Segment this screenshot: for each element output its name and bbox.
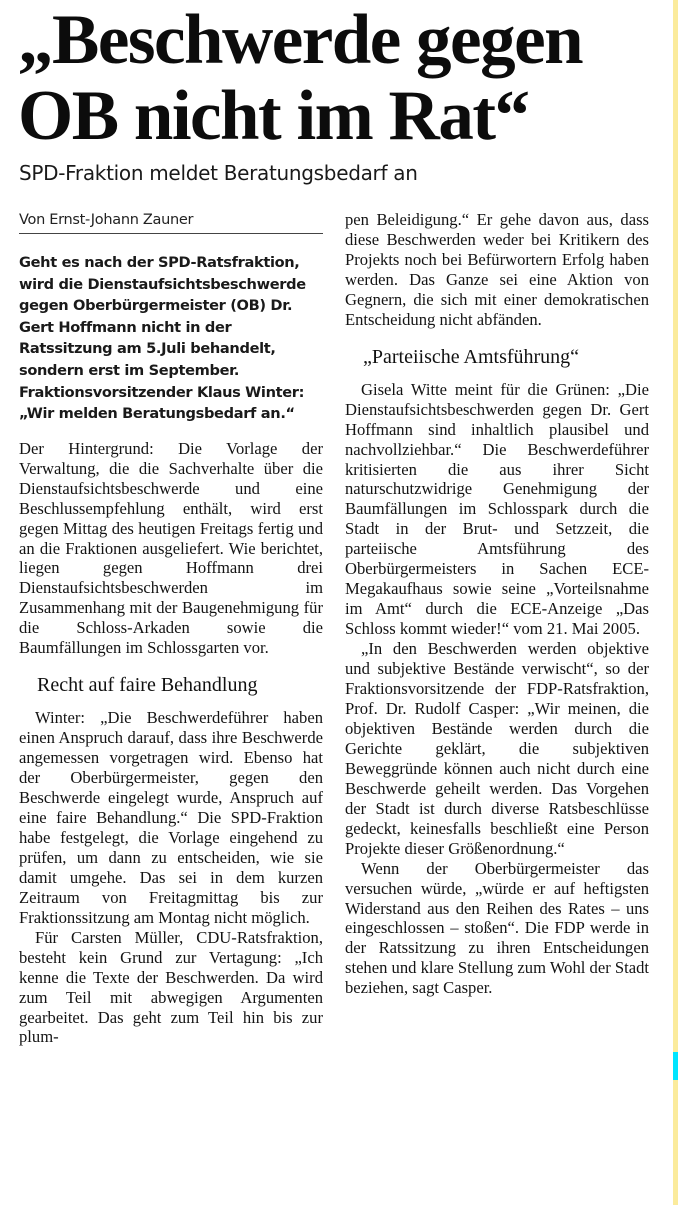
body-paragraph: „In den Beschwerden werden objektive und subjektive Bestände verwischt“, so der Fraktionsvorsitzende der FDP-Ratsfraktion, Prof. Dr. Rudolf Casper: „Wir meinen, die objektiven Bestände werden durch die Gerichte geklärt, die subjektiven Beweggründe können auch nicht durch eine Beschwerde geheilt werden. Das Vorgehen der Stadt ist durch diverse Ratsbeschlüsse gedeckt, keinesfalls beschließt eine Person Projekte dieser Größenordnung.“ (345, 639, 649, 858)
article-columns (0, 186, 678, 1067)
subheadline: SPD-Fraktion meldet Beratungsbedarf an (19, 161, 418, 185)
body-paragraph: Wenn der Oberbürgermeister das versuchen würde, „würde er auf heftigsten Widerstand aus den Reihen des Rates – uns eingeschlossen – stoßen“. Die FDP werde in der Ratssitzung zu ihren Entscheidungen stehen und klare Stellung zum Wohl der Stadt beziehen, sagt Casper. (345, 858, 649, 998)
body-paragraph: Gisela Witte meint für die Grünen: „Die Dienstaufsichtsbeschwerden gegen Dr. Gert Hoffmann sind inhaltlich plausibel und nachvollziehbar.“ Die Beschwerdeführer kritisierten die aus ihrer Sicht naturschutzwidrige Genehmigung der Baumfällungen im Schlosspark durch die Stadt in der Brut- und Setzzeit, die parteiische Amtsführung des Oberbürgermeisters in Sachen ECE-Megakaufhaus sowie seine „Vorteilsnahme im Amt“ durch die ECE-Anzeige „Das Schloss kommt wieder!“ vom 21. Mai 2005. (345, 379, 649, 639)
body-paragraph: Für Carsten Müller, CDU-Ratsfraktion, besteht kein Grund zur Vertagung: „Ich kenne die Texte der Beschwerden. Da wird zum Teil mit abwegigen Argumenten gearbeitet. Das geht zum Teil hin bis zur plum- (19, 927, 323, 1047)
column-2 (345, 210, 649, 998)
article-header (0, 0, 678, 186)
section-heading: „Parteiische Amtsführung“ (363, 345, 580, 368)
byline: Von Ernst-Johann Zauner (19, 210, 323, 234)
lead-paragraph: Geht es nach der SPD-Ratsfraktion, wird die Dienstaufsichtsbeschwerde gegen Oberbürgermeister (OB) Dr. Gert Hoffmann nicht in der Ratssitzung am 5.Juli behandelt, sondern erst im September. Fraktionsvorsitzender Klaus Winter: „Wir melden Beratungsbedarf an.“ (19, 254, 306, 423)
body-paragraph: Der Hintergrund: Die Vorlage der Verwaltung, die die Sachverhalte über die Dienstaufsichtsbeschwerde und eine Beschlussempfehlung enthält, wird erst gegen Mittag des heutigen Freitags fertig und an die Fraktionen ausgeliefert. Wie berichtet, liegen gegen Hoffmann drei Dienstaufsichtsbeschwerden im Zusammenhang mit der Baugenehmigung für die Schloss-Arkaden sowie die Baumfällungen im Schlossgarten vor. (19, 438, 323, 658)
page-edge-marker (673, 1052, 678, 1080)
headline: „Beschwerde gegen OB nicht im Rat“ (18, 1, 583, 155)
body-paragraph: pen Beleidigung.“ Er gehe davon aus, dass diese Beschwerden weder bei Kritikern des Projekts noch bei Befürwortern Erfolg haben werden. Das Ganze sei eine Aktion von Gegnern, die sich mit einer demokratischen Entscheidung nicht abfänden. (345, 210, 649, 329)
column-1 (19, 210, 323, 1047)
section-heading: Recht auf faire Behandlung (37, 674, 258, 697)
body-paragraph: Winter: „Die Beschwerdeführer haben einen Anspruch darauf, dass ihre Beschwerde angemessen vorgetragen wird. Ebenso hat der Oberbürgermeister, gegen den Beschwerde eingelegt wurde, Anspruch auf eine faire Behandlung.“ Die SPD-Fraktion habe festgelegt, die Vorlage eingehend zu prüfen, um dann zu entscheiden, wie sie damit umgehe. Das sei in dem kurzen Zeitraum von Freitagmittag bis zur Fraktionssitzung am Montag nicht möglich. (19, 708, 323, 927)
